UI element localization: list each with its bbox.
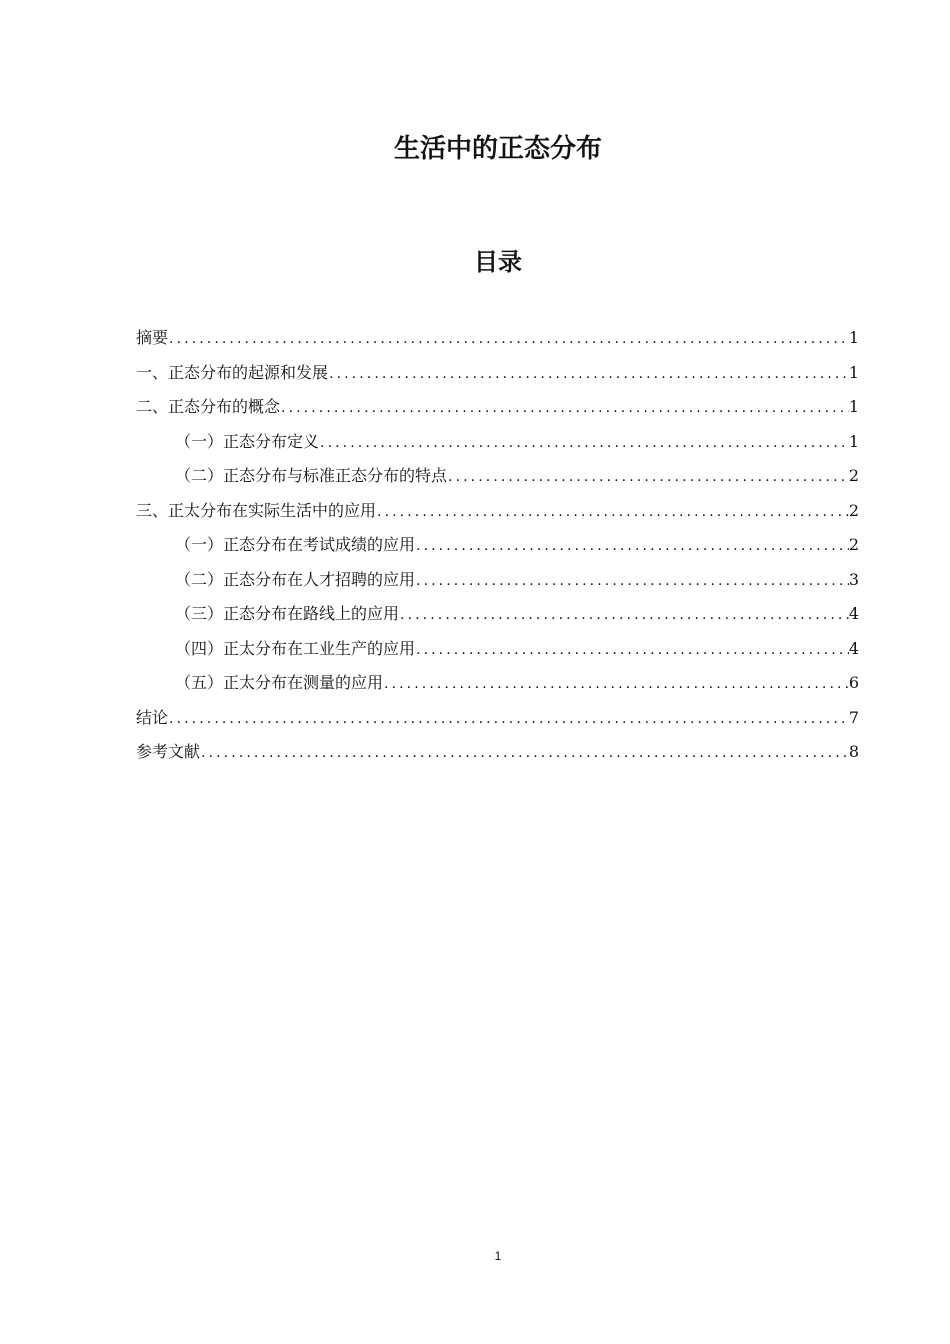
toc-entry-page: 1 (848, 431, 859, 451)
toc-heading: 目录 (474, 248, 522, 276)
toc-entry-page: 8 (848, 742, 859, 761)
toc-entry-text: （一）正态分布在考试成绩的应用 (175, 535, 416, 554)
toc-entry-text: （五）正太分布在测量的应用 (175, 673, 384, 692)
toc-entry-text: （一）正态分布定义 (175, 431, 320, 451)
toc-entry-page: 6 (848, 673, 859, 692)
toc-dot-leader (168, 322, 849, 356)
toc-dot-leader (415, 529, 849, 563)
toc-dot-leader (376, 495, 849, 529)
toc-dot-leader (383, 667, 849, 701)
toc-entry-page: 4 (848, 604, 859, 623)
toc-entry-conclusion[interactable] (136, 701, 859, 736)
toc-entry-page: 3 (848, 569, 859, 589)
toc-entry-text: （三）正态分布在路线上的应用 (175, 604, 400, 623)
toc-entry-text: 二、正态分布的概念 (136, 397, 281, 416)
toc-entry-text: 参考文献 (136, 742, 201, 761)
toc-entry-section-3-5[interactable] (136, 666, 859, 701)
toc-entry-page: 7 (848, 707, 859, 727)
document-title: 生活中的正态分布 (393, 134, 602, 164)
toc-entry-text: （四）正太分布在工业生产的应用 (175, 638, 416, 658)
toc-entry-text: 三、正太分布在实际生活中的应用 (136, 500, 377, 520)
toc-dot-leader (447, 460, 849, 494)
toc-entry-section-3-1[interactable] (136, 528, 859, 563)
toc-entry-section-2-2[interactable] (136, 459, 859, 494)
toc-entry-page: 1 (848, 397, 859, 416)
toc-dot-leader (415, 564, 849, 598)
toc-dot-leader (399, 598, 849, 632)
toc-entry-page: 2 (848, 500, 859, 520)
toc-entry-text: 摘要 (136, 328, 169, 347)
toc-entry-page: 1 (848, 362, 859, 382)
toc-entry-abstract[interactable] (136, 321, 859, 356)
toc-entry-section-3[interactable] (136, 494, 859, 529)
toc-entry-section-3-2[interactable] (136, 563, 859, 598)
toc-entry-page: 2 (848, 466, 859, 485)
page-number: 1 (494, 1249, 502, 1263)
toc-entry-section-3-4[interactable] (136, 632, 859, 667)
toc-entry-section-2[interactable] (136, 390, 859, 425)
toc-entry-text: （二）正态分布在人才招聘的应用 (175, 569, 416, 589)
toc-dot-leader (200, 736, 849, 770)
toc-entry-page: 1 (848, 328, 859, 347)
toc-entry-section-1[interactable] (136, 356, 859, 391)
toc-dot-leader (280, 391, 849, 425)
toc-entry-text: （二）正态分布与标准正态分布的特点 (175, 466, 448, 485)
toc-entry-page: 4 (848, 638, 859, 658)
toc-entry-text: 一、正态分布的起源和发展 (136, 362, 329, 382)
toc-entry-page: 2 (848, 535, 859, 554)
toc-entry-text: 结论 (136, 707, 169, 727)
toc-dot-leader (319, 426, 849, 460)
toc-entry-references[interactable] (136, 735, 859, 770)
toc-entry-section-3-3[interactable] (136, 597, 859, 632)
toc-entry-section-2-1[interactable] (136, 425, 859, 460)
toc-dot-leader (328, 357, 849, 391)
table-of-contents (136, 321, 859, 770)
toc-dot-leader (168, 702, 849, 736)
toc-dot-leader (415, 633, 849, 667)
